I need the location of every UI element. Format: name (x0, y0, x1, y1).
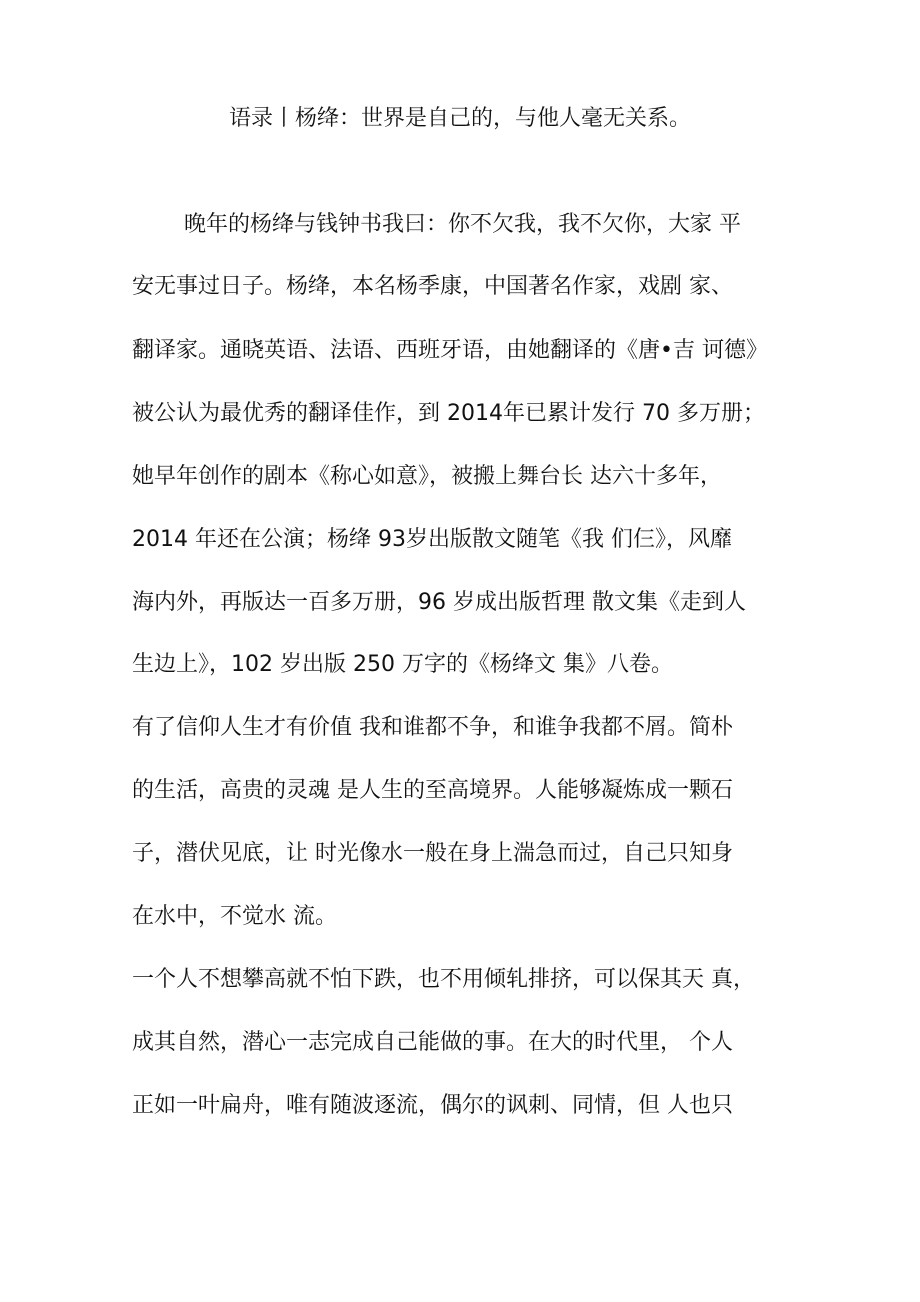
text-line-3: 翻译家。通晓英语、法语、西班牙语，由她翻译的《唐•吉 诃德》 (132, 338, 768, 363)
text-line-11: 子，潜伏见底，让 时光像水一般在身上湍急而过，自己只知身 (132, 841, 733, 866)
text-line-12: 在水中，不觉水 流。 (132, 904, 337, 929)
text-line-10: 的生活，高贵的灵魂 是人生的至高境界。人能够凝炼成一颗石 (132, 778, 733, 803)
document-title: 语录丨杨绛：世界是自己的，与他人毫无关系。 (228, 106, 691, 131)
text-line-7: 海内外，再版达一百多万册，96 岁成出版哲理 散文集《走到人 (132, 590, 746, 615)
text-line-5: 她早年创作的剧本《称心如意》，被搬上舞台长 达六十多年， (132, 464, 722, 489)
text-line-15: 正如一叶扁舟，唯有随波逐流，偶尔的讽刺、同情，但 人也只 (132, 1093, 733, 1118)
text-line-13: 一个人不想攀高就不怕下跌，也不用倾轧排挤，可以保其天 真， (132, 967, 755, 992)
text-line-14: 成其自然，潜心一志完成自己能做的事。在大的时代里， 个人 (132, 1030, 733, 1055)
text-line-9: 有了信仰人生才有价值 我和谁都不争，和谁争我都不屑。简朴 (132, 715, 733, 740)
text-line-6: 2014 年还在公演；杨绛 93岁出版散文随笔《我 们仨》，风靡 (132, 527, 732, 552)
text-line-4: 被公认为最优秀的翻译佳作，到 2014年已累计发行 70 多万册； (132, 401, 765, 426)
text-line-2: 安无事过日子。杨绛，本名杨季康，中国著名作家，戏剧 家、 (132, 274, 733, 299)
text-line-8: 生边上》，102 岁出版 250 万字的《杨绛文 集》八卷。 (132, 652, 673, 677)
text-line-1: 晚年的杨绛与钱钟书我曰：你不欠我，我不欠你，大家 平 (184, 212, 741, 237)
